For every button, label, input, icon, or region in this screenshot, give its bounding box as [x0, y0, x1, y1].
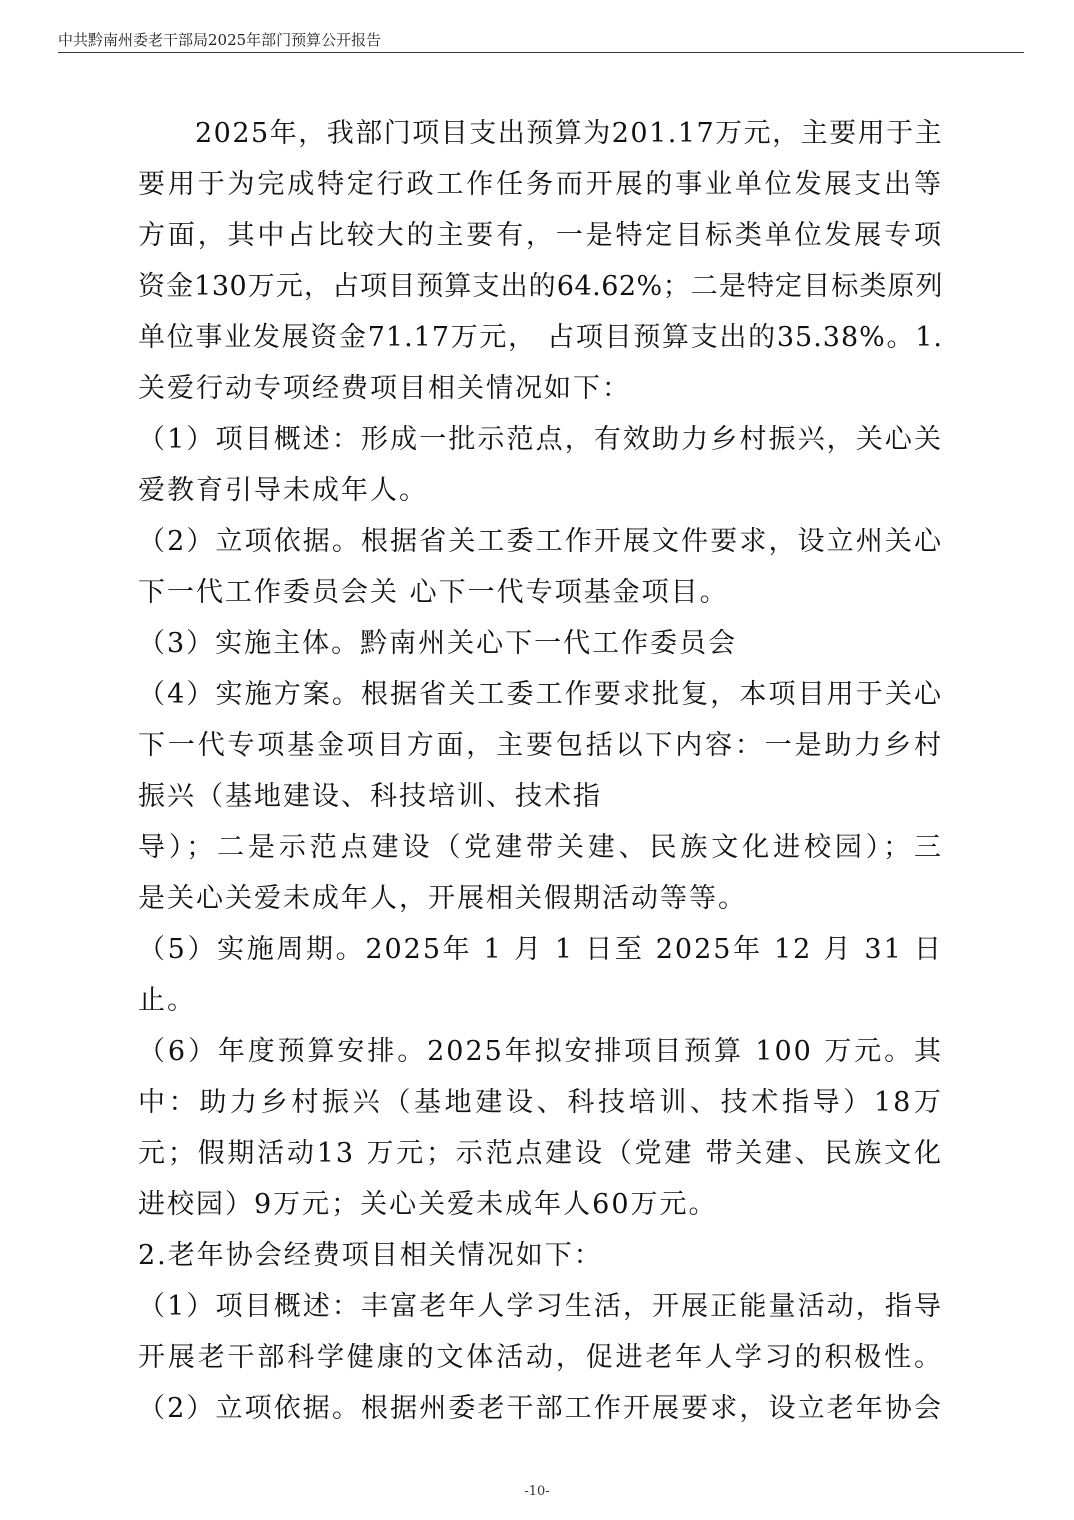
body-line: 要用于为完成特定行政工作任务而开展的事业单位发展支出等 [138, 169, 943, 200]
body-line: 导）；二是示范点建设（党建带关建、民族文化进校园）；三 [138, 832, 943, 863]
body-line: 下一代工作委员会关 心下一代专项基金项目。 [138, 577, 729, 608]
body-line: （6）年度预算安排。2025年拟安排项目预算 100 万元。其 [138, 1036, 943, 1067]
body-line: 2025年，我部门项目支出预算为201.17万元，主要用于主 [138, 118, 944, 149]
body-line: 中：助力乡村振兴（基地建设、科技培训、技术指导）18万 [138, 1087, 943, 1118]
body-line: （1）项目概述：形成一批示范点，有效助力乡村振兴，关心关 [138, 424, 943, 455]
body-line: 止。 [138, 985, 196, 1016]
body-line: （4）实施方案。根据省关工委工作要求批复，本项目用于关心 [138, 679, 943, 710]
body-line: （1）项目概述：丰富老年人学习生活，开展正能量活动，指导 [138, 1291, 943, 1322]
body-line: 爱教育引导未成年人。 [138, 475, 428, 506]
body-line: 2.老年协会经费项目相关情况如下： [138, 1240, 603, 1271]
body-line: 单位事业发展资金71.17万元， 占项目预算支出的35.38%。1. [138, 322, 943, 353]
body-line: 资金130万元，占项目预算支出的64.62%；二是特定目标类原列 [138, 271, 943, 302]
document-header-title: 中共黔南州委老干部局2025年部门预算公开报告 [58, 31, 382, 49]
page-number: -10- [524, 1484, 550, 1499]
body-line: 关爱行动专项经费项目相关情况如下： [138, 373, 631, 404]
body-line: 元；假期活动13 万元；示范点建设（党建 带关建、民族文化 [138, 1138, 943, 1169]
body-line: （5）实施周期。2025年 1 月 1 日至 2025年 12 月 31 日 [138, 934, 943, 965]
body-line: 振兴（基地建设、科技培训、技术指 [138, 781, 602, 812]
body-line: 下一代专项基金项目方面，主要包括以下内容：一是助力乡村 [138, 730, 943, 761]
body-line: （3）实施主体。黔南州关心下一代工作委员会 [138, 628, 738, 659]
body-line: 开展老干部科学健康的文体活动，促进老年人学习的积极性。 [138, 1342, 943, 1373]
header-divider [58, 52, 1024, 53]
body-line: （2）立项依据。根据州委老干部工作开展要求，设立老年协会 [138, 1393, 943, 1424]
body-line: 方面，其中占比较大的主要有，一是特定目标类单位发展专项 [138, 220, 943, 251]
body-line: 进校园）9万元；关心关爱未成年人60万元。 [138, 1189, 718, 1220]
body-line: 是关心关爱未成年人，开展相关假期活动等等。 [138, 883, 747, 914]
body-line: （2）立项依据。根据省关工委工作开展文件要求，设立州关心 [138, 526, 943, 557]
